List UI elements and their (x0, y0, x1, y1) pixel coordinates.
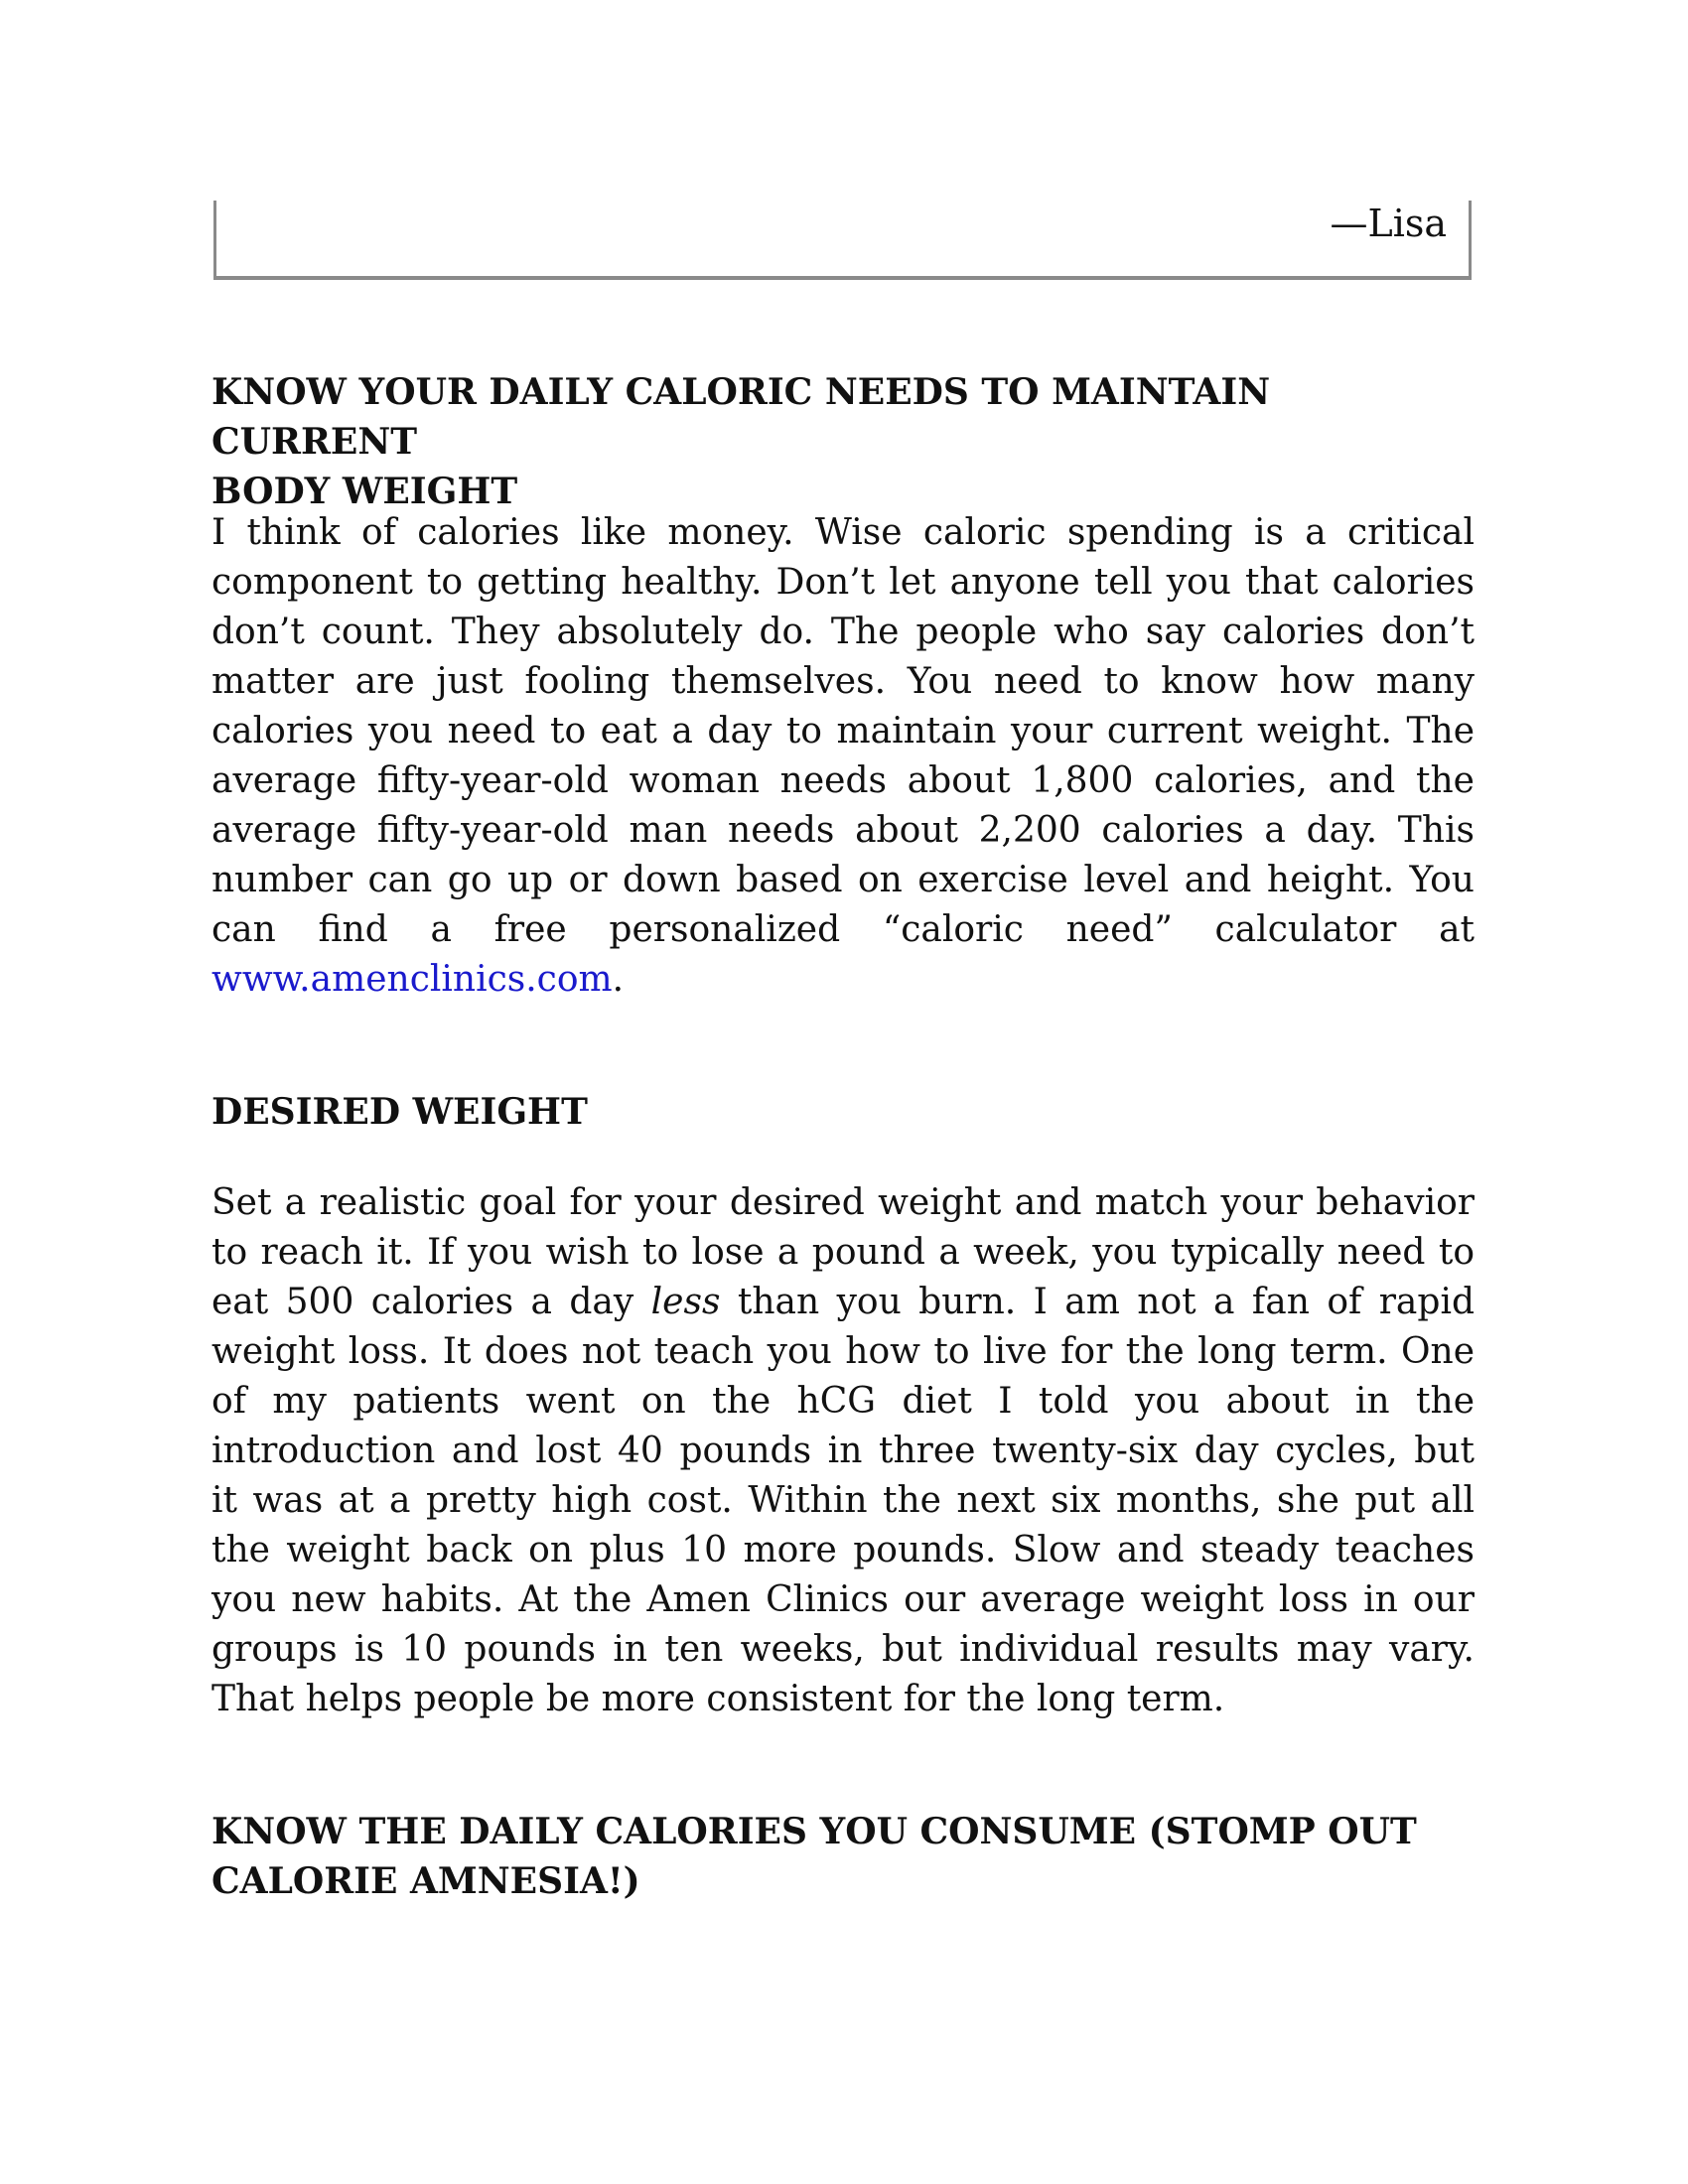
paragraph-desired-weight (211, 1178, 1475, 1724)
heading-line: KNOW YOUR DAILY CALORIC NEEDS TO MAINTAIN CURRENT (211, 371, 1271, 463)
paragraph-line: groups is 10 pounds in ten weeks, but individual results may vary. (211, 1629, 1475, 1670)
paragraph-line: That helps people be more consistent for the long term. (211, 1679, 1225, 1719)
paragraph-line: calories you need to eat a day to maintain your current weight. The (211, 711, 1475, 751)
paragraph-line: matter are just fooling themselves. You need to know how many (211, 661, 1475, 702)
quote-box (213, 201, 1472, 280)
heading-line: CALORIE AMNESIA!) (211, 1860, 640, 1902)
paragraph-line (211, 1278, 1475, 1327)
paragraph-line: it was at a pretty high cost. Within the next six months, she put all (211, 1480, 1475, 1521)
paragraph-line: you new habits. At the Amen Clinics our average weight loss in our (211, 1579, 1475, 1620)
text-run: eat 500 calories a day (211, 1282, 651, 1322)
paragraph-line: average fifty-year-old man needs about 2,200 calories a day. This (211, 810, 1475, 851)
section-heading-caloric-needs (211, 367, 1475, 516)
paragraph-line: average fifty-year-old woman needs about 1,800 calories, and the (211, 760, 1475, 801)
link-suffix: . (612, 959, 625, 1000)
paragraph-line: Set a realistic goal for your desired weight and match your behavior (211, 1182, 1475, 1223)
paragraph-line: to reach it. If you wish to lose a pound a week, you typically need to (211, 1232, 1475, 1273)
text-run: than you burn. I am not a fan of rapid (720, 1282, 1476, 1322)
heading-line: BODY WEIGHT (211, 471, 518, 512)
paragraph-caloric-needs (211, 508, 1475, 1005)
paragraph-line: weight loss. It does not teach you how to live for the long term. One (211, 1331, 1475, 1372)
section-heading-desired-weight: DESIRED WEIGHT (211, 1091, 588, 1133)
heading-line: KNOW THE DAILY CALORIES YOU CONSUME (STOMP OUT (211, 1811, 1417, 1852)
paragraph-line: can find a free personalized “caloric need” calculator at (211, 909, 1475, 950)
paragraph-line: of my patients went on the hCG diet I told you about in the (211, 1381, 1475, 1422)
emphasis-less: less (650, 1282, 721, 1322)
paragraph-line: introduction and lost 40 pounds in three twenty-six day cycles, but (211, 1431, 1475, 1471)
amenclinics-link[interactable]: www.amenclinics.com (211, 959, 613, 1000)
paragraph-line: component to getting healthy. Don’t let anyone tell you that calories (211, 562, 1475, 603)
paragraph-line: I think of calories like money. Wise caloric spending is a critical (211, 512, 1475, 553)
quote-attribution: —Lisa (1330, 202, 1447, 245)
paragraph-line: the weight back on plus 10 more pounds. Slow and steady teaches (211, 1530, 1475, 1570)
paragraph-line: don’t count. They absolutely do. The people who say calories don’t (211, 612, 1475, 652)
paragraph-line: number can go up or down based on exercise level and height. You (211, 860, 1475, 900)
section-heading-daily-calories (211, 1807, 1475, 1906)
paragraph-line (211, 955, 1475, 1005)
